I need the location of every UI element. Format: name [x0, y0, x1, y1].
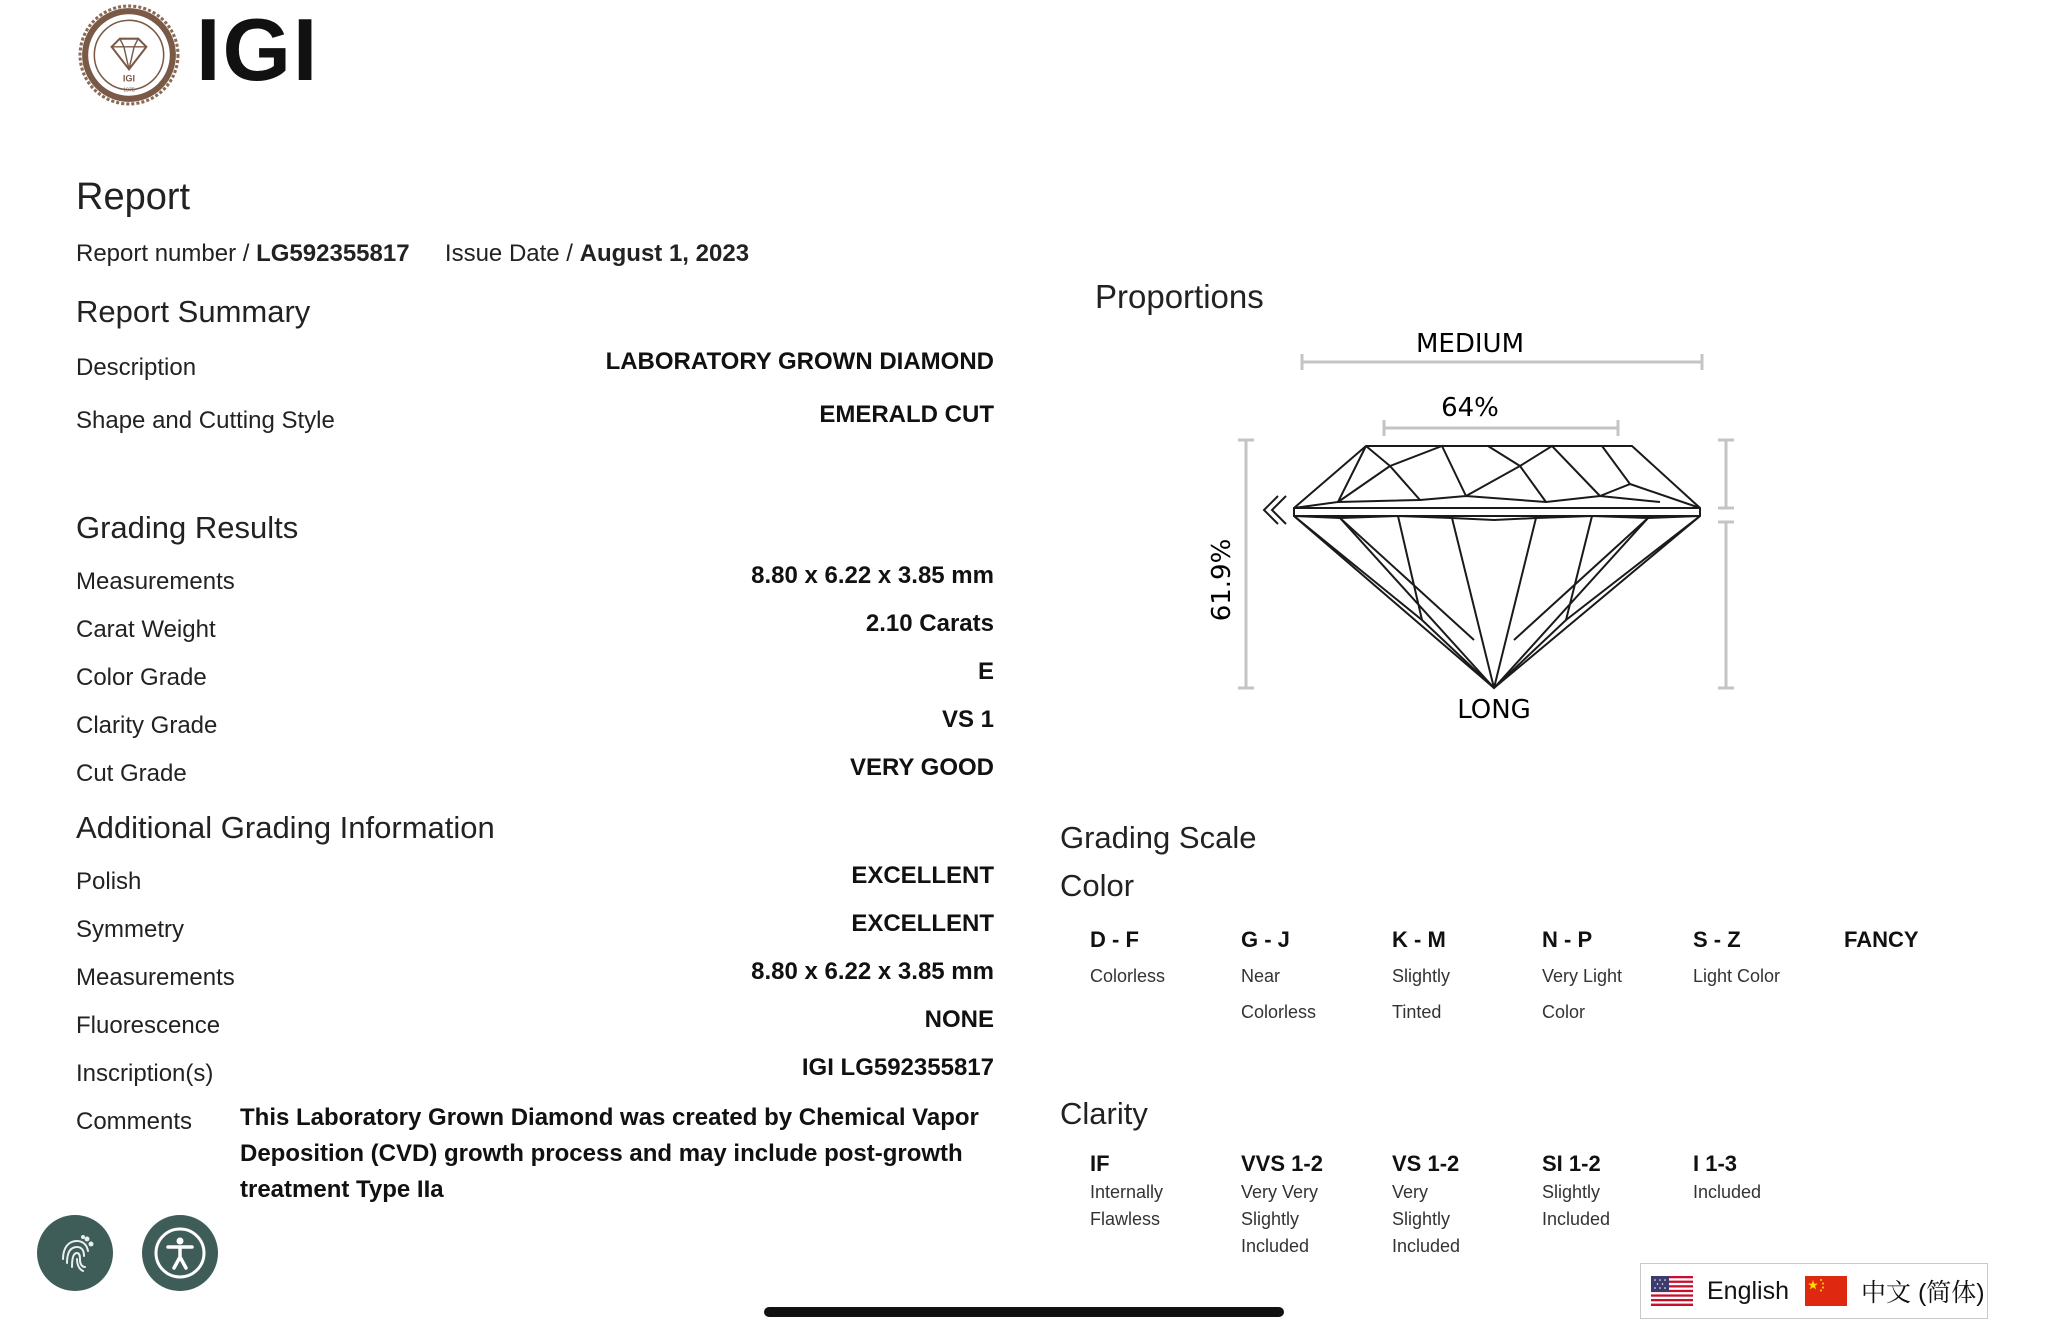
clarity-scale-grade: VVS 1-2 — [1241, 1151, 1323, 1176]
carat-weight-value: 2.10 Carats — [865, 610, 994, 637]
issue-date-label: Issue Date / — [444, 240, 580, 267]
symmetry-label: Symmetry — [76, 916, 184, 943]
color-scale-grade: FANCY — [1844, 927, 1919, 952]
color-scale-desc: Colorless — [1090, 966, 1166, 986]
comments-text: This Laboratory Grown Diamond was created by Chemical Vapor Deposition (CVD) growth process and may include post-growth treatment Type IIa — [240, 1104, 979, 1203]
clarity-scale-desc: Slightly — [1542, 1182, 1601, 1202]
us-flag-icon — [1651, 1276, 1693, 1306]
color-scale-grade: K - M — [1392, 927, 1446, 952]
color-scale-desc: Colorless — [1241, 1002, 1317, 1022]
clarity-scale-title: Clarity — [1060, 1096, 1148, 1131]
svg-text:1975: 1975 — [123, 87, 135, 94]
color-scale-desc: Slightly — [1392, 966, 1451, 986]
description-label: Description — [76, 354, 197, 381]
clarity-scale-grade: SI 1-2 — [1542, 1151, 1601, 1176]
clarity-scale-desc: Included — [1693, 1182, 1762, 1202]
clarity-scale-grade: I 1-3 — [1693, 1151, 1738, 1176]
culet-label: LONG — [1457, 695, 1531, 725]
clarity-scale-desc: Flawless — [1090, 1209, 1161, 1229]
diamond-outline — [1264, 446, 1700, 688]
clarity-scale-grade: IF — [1090, 1151, 1110, 1176]
comments-label: Comments — [76, 1108, 193, 1135]
measurements-label: Measurements — [76, 568, 235, 595]
color-grade-label: Color Grade — [76, 664, 207, 691]
clarity-grade-value: VS 1 — [941, 706, 994, 733]
fluorescence-label: Fluorescence — [76, 1012, 221, 1039]
inscriptions-label: Inscription(s) — [76, 1060, 214, 1087]
fingerprint-button[interactable] — [37, 1215, 113, 1291]
clarity-grade-label: Clarity Grade — [76, 712, 218, 739]
depth-measure-line — [1238, 440, 1254, 688]
report-number: LG592355817 — [256, 240, 410, 267]
color-scale-title: Color — [1060, 868, 1135, 903]
igi-logo-text: IGI — [196, 0, 320, 99]
girdle-label: MEDIUM — [1415, 329, 1525, 359]
language-switcher — [1640, 1263, 1988, 1319]
proportions-title: Proportions — [1095, 278, 1264, 315]
table-measure-line — [1384, 420, 1618, 436]
symmetry-value: EXCELLENT — [851, 910, 994, 937]
accessibility-icon — [153, 1226, 207, 1280]
polish-value: EXCELLENT — [851, 862, 994, 889]
clarity-scale-desc: Included — [1392, 1236, 1461, 1256]
measurements-2-label: Measurements — [76, 964, 235, 991]
crown-pavilion-measure-lines — [1718, 440, 1734, 688]
table-percent-label: 64% — [1441, 393, 1499, 423]
inscriptions-value: IGI LG592355817 — [801, 1054, 994, 1081]
clarity-scale-desc: Internally — [1090, 1182, 1164, 1202]
polish-label: Polish — [76, 868, 142, 895]
fluorescence-value: NONE — [924, 1006, 994, 1033]
description-value: LABORATORY GROWN DIAMOND — [605, 348, 994, 375]
accessibility-button[interactable] — [142, 1215, 218, 1291]
igi-seal-logo — [78, 4, 180, 106]
home-indicator — [764, 1307, 1284, 1317]
color-scale-desc: Light Color — [1693, 966, 1781, 986]
clarity-scale-desc: Very Very — [1241, 1182, 1319, 1202]
chinese-label: 中文 (简体) — [1861, 1279, 1985, 1307]
clarity-scale-desc: Slightly — [1241, 1209, 1300, 1229]
cut-grade-value: VERY GOOD — [849, 754, 994, 781]
shape-label: Shape and Cutting Style — [76, 407, 335, 434]
report-number-line — [76, 240, 749, 268]
color-scale-desc: Color — [1542, 1002, 1586, 1022]
language-english[interactable] — [1651, 1276, 1789, 1306]
depth-percent-label: 61.9% — [1207, 538, 1237, 622]
color-scale-desc: Very Light — [1542, 966, 1623, 986]
svg-text:IGI: IGI — [122, 73, 136, 84]
color-scale-grade: D - F — [1090, 927, 1139, 952]
color-scale-desc: Tinted — [1392, 1002, 1442, 1022]
language-chinese[interactable] — [1805, 1273, 1985, 1309]
clarity-scale-desc: Included — [1241, 1236, 1310, 1256]
color-scale-desc: Near — [1241, 966, 1281, 986]
color-scale-grade: G - J — [1241, 927, 1290, 952]
measurements-value: 8.80 x 6.22 x 3.85 mm — [751, 562, 994, 589]
color-scale-grade: S - Z — [1693, 927, 1741, 952]
cut-grade-label: Cut Grade — [76, 760, 187, 787]
measurements-2-value: 8.80 x 6.22 x 3.85 mm — [751, 958, 994, 985]
clarity-scale-desc: Included — [1542, 1209, 1611, 1229]
grading-results-title: Grading Results — [76, 510, 299, 545]
grading-scale-title: Grading Scale — [1060, 820, 1257, 855]
report-title: Report — [76, 176, 191, 218]
color-grade-value: E — [977, 658, 994, 685]
clarity-scale-desc: Slightly — [1392, 1209, 1451, 1229]
diamond-proportions-diagram — [1190, 320, 1750, 740]
additional-info-title: Additional Grading Information — [76, 810, 495, 845]
fingerprint-icon — [51, 1229, 99, 1277]
color-scale-grade: N - P — [1542, 927, 1593, 952]
report-summary-title: Report Summary — [76, 294, 311, 329]
china-flag-icon — [1805, 1276, 1847, 1306]
english-label: English — [1707, 1276, 1789, 1305]
report-number-label: Report number / — [76, 240, 257, 267]
carat-weight-label: Carat Weight — [76, 616, 216, 643]
clarity-scale-desc: Very — [1392, 1182, 1429, 1202]
issue-date: August 1, 2023 — [579, 240, 750, 267]
shape-value: EMERALD CUT — [819, 401, 994, 428]
clarity-scale-grade: VS 1-2 — [1392, 1151, 1460, 1176]
